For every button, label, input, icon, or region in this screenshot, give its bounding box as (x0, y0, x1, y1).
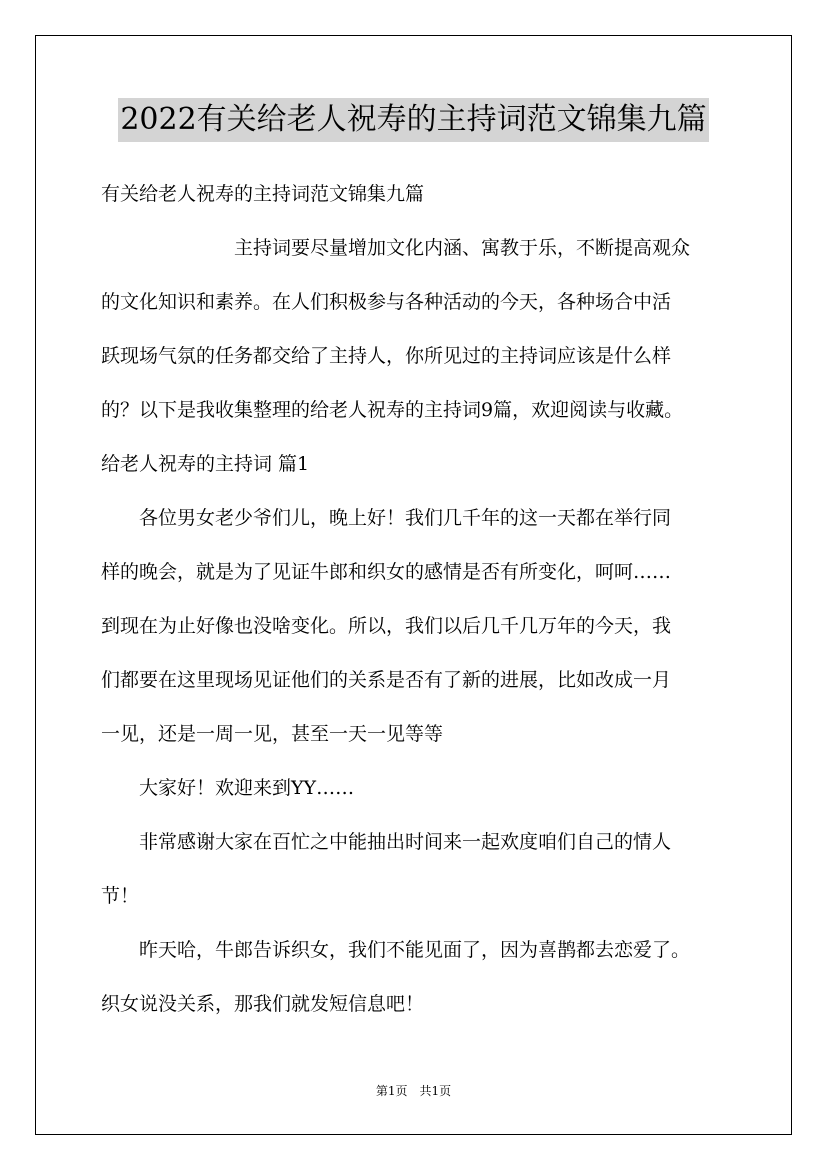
text-line: 的文化知识和素养。在人们积极参与各种活动的今天，各种场合中活 (101, 291, 672, 313)
text-line: 们都要在这里现场见证他们的关系是否有了新的进展，比如改成一月 (101, 669, 672, 691)
text-line: 跃现场气氛的任务都交给了主持人，你所见过的主持词应该是什么样 (101, 345, 672, 367)
text-line: 昨天哈，牛郎告诉织女，我们不能见面了，因为喜鹊都去恋爱了。 (101, 939, 691, 961)
document-subtitle: 有关给老人祝寿的主持词范文锦集九篇 (101, 183, 425, 205)
section-heading: 给老人祝寿的主持词 篇1 (101, 453, 310, 475)
document-title: 2022有关给老人祝寿的主持词范文锦集九篇 (118, 98, 708, 142)
text-line: 大家好！欢迎来到YY…… (101, 777, 355, 799)
text-line: 非常感谢大家在百忙之中能抽出时间来一起欢度咱们自己的情人 (101, 831, 672, 853)
text-line: 节！ (101, 885, 140, 907)
text-line: 各位男女老少爷们儿，晚上好！我们几千年的这一天都在举行同 (101, 507, 672, 529)
text-line: 主持词要尽量增加文化内涵、寓教于乐，不断提高观众 (101, 237, 691, 259)
text-line: 一见，还是一周一见，甚至一天一见等等 (101, 723, 444, 745)
title-container (0, 98, 827, 142)
text-line: 到现在为止好像也没啥变化。所以，我们以后几千几万年的今天，我 (101, 615, 672, 637)
text-line: 织女说没关系，那我们就发短信息吧！ (101, 993, 425, 1015)
text-line: 样的晚会，就是为了见证牛郎和织女的感情是否有所变化，呵呵…… (101, 561, 672, 583)
page-footer: 第1页 共1页 (375, 1084, 452, 1098)
text-line: 的？以下是我收集整理的给老人祝寿的主持词9篇，欢迎阅读与收藏。 (101, 399, 684, 421)
